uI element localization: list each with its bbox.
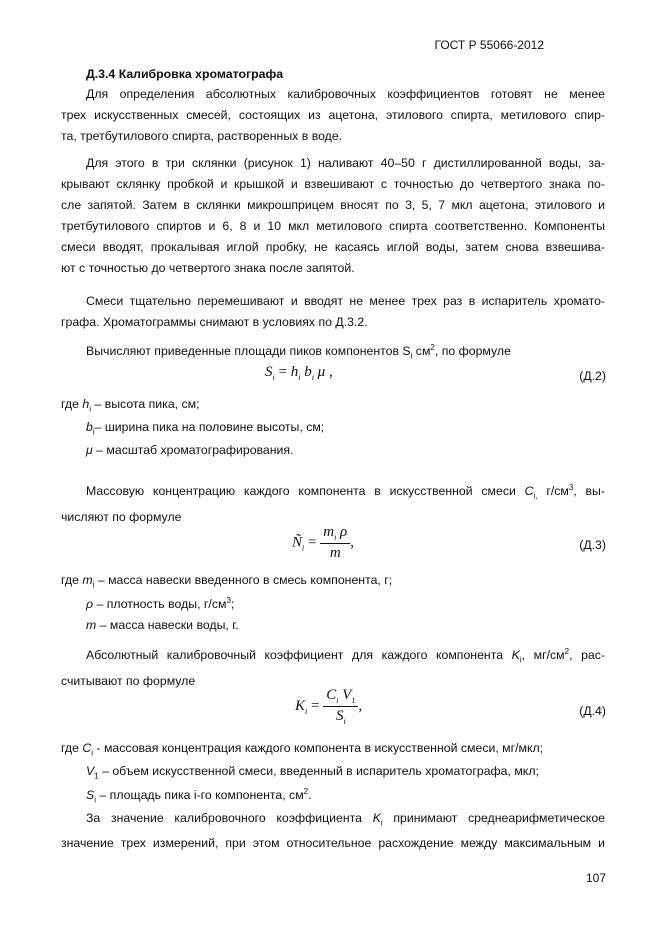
text-line: графа. Хроматограммы снимают в условиях по Д.3.2.	[61, 315, 368, 329]
text-line: Вычисляют приведенные площади пиков компонентов $S_i$ $см^2$, по формуле	[86, 343, 511, 361]
definition-line: ρ – плотность воды, $г/см^3$;	[86, 596, 235, 612]
section-title: Д.3.4 Калибровка хроматографа	[86, 67, 284, 81]
definition-line: $b_i-$ ширина пика на половине высоты, см;	[86, 420, 325, 437]
text-line: третбутилового спиртов и 6, 8 и 10 мкл метилового спирта соответственно. Компоненты	[61, 219, 605, 233]
page-number: 107	[585, 871, 606, 885]
paragraph-4	[61, 337, 605, 367]
text-line: трех искусственных смесей, состоящих из ацетона, этилового спирта, метилового спир-	[61, 108, 605, 122]
paragraph-5	[61, 477, 605, 528]
text-line: Абсолютный калибровочный коэффициент для каждого компонента $K_i$, $мг/см^2$, рас-	[86, 647, 605, 665]
text-line: сле запятой. Затем в склянки микрошприцем вносят по 3, 5, 7 мкл ацетона, этилового и	[61, 198, 605, 212]
fraction: $\frac{C_i V_1}{S_i}$	[323, 687, 358, 726]
text-line: Для определения абсолютных калибровочных коэффициентов готовят не менее	[86, 87, 605, 101]
paragraph-1	[61, 84, 605, 147]
definition-line: где $C_i$ - массовая концентрация каждого компонента в искусственной смеси, мг/мкл;	[61, 741, 544, 758]
paragraph-3	[61, 291, 605, 333]
definition-line: где $m_i$ – масса навески введенного в смесь компонента, г;	[61, 573, 393, 590]
formula-d3: $Ñ_i$ = $\frac{m_i \rho}{m}$ ,	[292, 524, 354, 561]
definition-line: где $h_i$ – высота пика, см;	[61, 397, 200, 414]
formula-d4: $K_i$ = $\frac{C_i V_1}{S_i}$ ,	[295, 687, 363, 726]
definition-line: $V_1$ – объем искусственной смеси, введенный в испаритель хроматографа, мкл;	[86, 764, 539, 781]
definition-line: μ – масштаб хроматографирования.	[86, 443, 294, 457]
text-line: числяют по формуле	[61, 509, 182, 524]
text-line: значение трех измерений, при этом относительное расхождение между максимальным и	[61, 836, 605, 851]
definition-line: m – масса навески воды, г.	[86, 618, 239, 632]
formula-number: (Д.3)	[579, 538, 606, 552]
text-line: За значение калибровочного коэффициента $K_i$ принимают среднеарифметическое	[86, 811, 605, 828]
formula-number: (Д.2)	[579, 369, 606, 383]
text-line: считывают по формуле	[61, 673, 196, 688]
text-line: Смеси тщательно перемешивают и вводят не менее трех раз в испаритель хромато-	[86, 294, 605, 308]
paragraph-6	[61, 641, 605, 692]
fraction: $\frac{m_i \rho}{m}$	[320, 524, 350, 562]
text-line: Массовую концентрацию каждого компонента в искусственной смеси $C_{i,}$ $г/см^3$, вы-	[86, 483, 605, 501]
text-line: крывают склянку пробкой и крышкой и взвешивают с точностью до четвертого знака по-	[61, 177, 605, 191]
text-line: та, третбутилового спирта, растворенных в воде.	[61, 129, 343, 143]
formula-number: (Д.4)	[579, 704, 606, 718]
formula-d2: $S_i = h_i$ $b_i$ μ ,	[265, 364, 333, 382]
text-line: смеси вводят, прокалывая иглой пробку, не касаясь иглой воды, затем снова взвешива-	[61, 240, 605, 254]
text-line: ют с точностью до четвертого знака после запятой.	[61, 261, 355, 275]
text-line: Для этого в три склянки (рисунок 1) наливают 40–50 г дистиллированной воды, за-	[86, 156, 605, 170]
document-header: ГОСТ Р 55066-2012	[434, 38, 544, 52]
definition-line: $S_i$ – площадь пика i-го компонента, $см^2$.	[86, 787, 312, 805]
paragraph-2	[61, 153, 605, 279]
paragraph-7	[61, 808, 605, 854]
